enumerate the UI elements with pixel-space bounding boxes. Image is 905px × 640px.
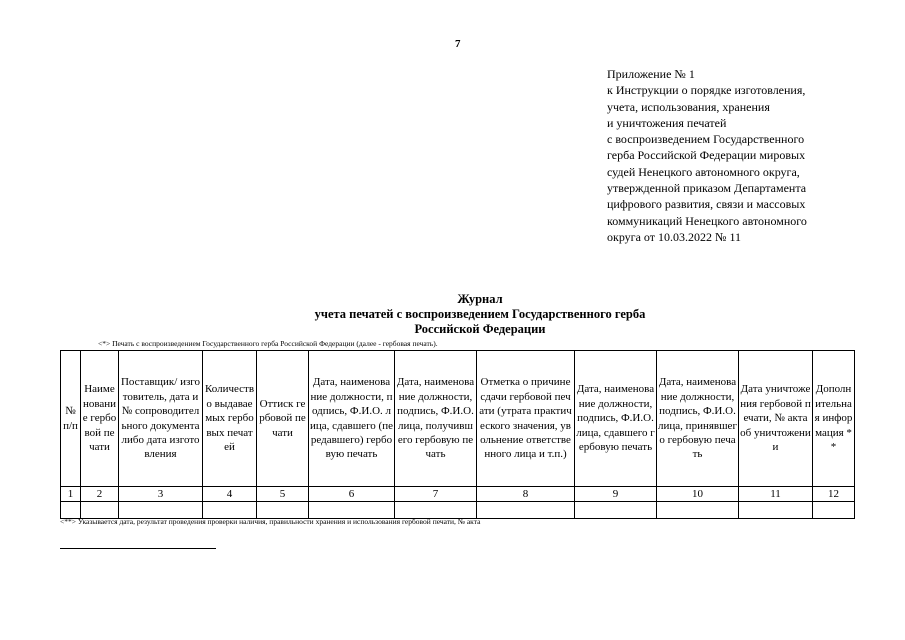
empty-cell [575,502,657,519]
header-cell: Поставщик/ изготовитель, дата и № сопроводительного документа либо дата изготовления [119,351,203,487]
column-number: 6 [309,487,395,502]
appendix-line: герба Российской Федерации мировых [607,148,806,163]
page-number: 7 [455,38,461,50]
column-number: 3 [119,487,203,502]
title-line-3: Российской Федерации [414,322,546,336]
journal-title [200,292,760,337]
column-number: 5 [257,487,309,502]
header-cell: Отметка о причине сдачи гербовой печати (утрата практического значения, увольнение ответственного лица и т.п.) [477,351,575,487]
header-cell: Наименование гербовой печати [81,351,119,487]
empty-cell [739,502,813,519]
empty-cell [81,502,119,519]
header-cell: Оттиск гербовой печати [257,351,309,487]
empty-cell [813,502,855,519]
appendix-line: округа от 10.03.2022 № 11 [607,229,742,244]
column-number: 10 [657,487,739,502]
column-number: 2 [81,487,119,502]
header-cell: Дата уничтожения гербовой печати, № акта об уничтожении [739,351,813,487]
header-cell: Дополнительная информация ** [813,351,855,487]
header-cell: Дата, наименование должности, подпись, Ф.И.О. лица, получившего гербовую печать [395,351,477,487]
appendix-line: коммуникаций Ненецкого автономного [607,213,807,228]
appendix-block [607,66,897,245]
title-line-2: учета печатей с воспроизведением Государственного герба [314,307,646,321]
appendix-line: и уничтожения печатей [607,115,727,130]
empty-cell [477,502,575,519]
appendix-line: утвержденной приказом Департамента [607,181,807,196]
column-number-row [61,487,855,502]
appendix-line: Приложение № 1 [607,67,695,81]
empty-cell [309,502,395,519]
empty-cell [257,502,309,519]
appendix-line: цифрового развития, связи и массовых [607,197,806,212]
header-cell: Дата, наименование должности, подпись, Ф.И.О. лица, сдавшего (передавшего) гербовую печать [309,351,395,487]
appendix-line: учета, использования, хранения [607,99,770,114]
column-number: 8 [477,487,575,502]
empty-row [61,502,855,519]
header-cell: № п/п [61,351,81,487]
empty-cell [657,502,739,519]
column-number: 7 [395,487,477,502]
column-number: 9 [575,487,657,502]
journal-table [60,350,855,519]
footnote-divider [60,548,216,549]
empty-cell [203,502,257,519]
appendix-line: к Инструкции о порядке изготовления, [607,83,806,98]
footnote-bottom: <**> Указывается дата, результат проведения проверки наличия, правильности хранения и использования гербовой печати, № акта [60,517,481,526]
empty-cell [119,502,203,519]
header-cell: Количество выдаваемых гербовых печатей [203,351,257,487]
appendix-line: судей Ненецкого автономного округа, [607,164,800,179]
header-cell: Дата, наименование должности, подпись, Ф.И.О. лица, сдавшего гербовую печать [575,351,657,487]
column-number: 4 [203,487,257,502]
appendix-line: с воспроизведением Государственного [607,132,805,147]
empty-cell [395,502,477,519]
column-number: 12 [813,487,855,502]
column-number: 1 [61,487,81,502]
footnote-top: <*> Печать с воспроизведением Государственного герба Российской Федерации (далее - гербовая печать). [98,339,438,348]
header-cell: Дата, наименование должности, подпись, Ф.И.О. лица, принявшего гербовую печать [657,351,739,487]
column-number: 11 [739,487,813,502]
header-row [61,351,855,487]
empty-cell [61,502,81,519]
title-line-1: Журнал [457,292,503,306]
